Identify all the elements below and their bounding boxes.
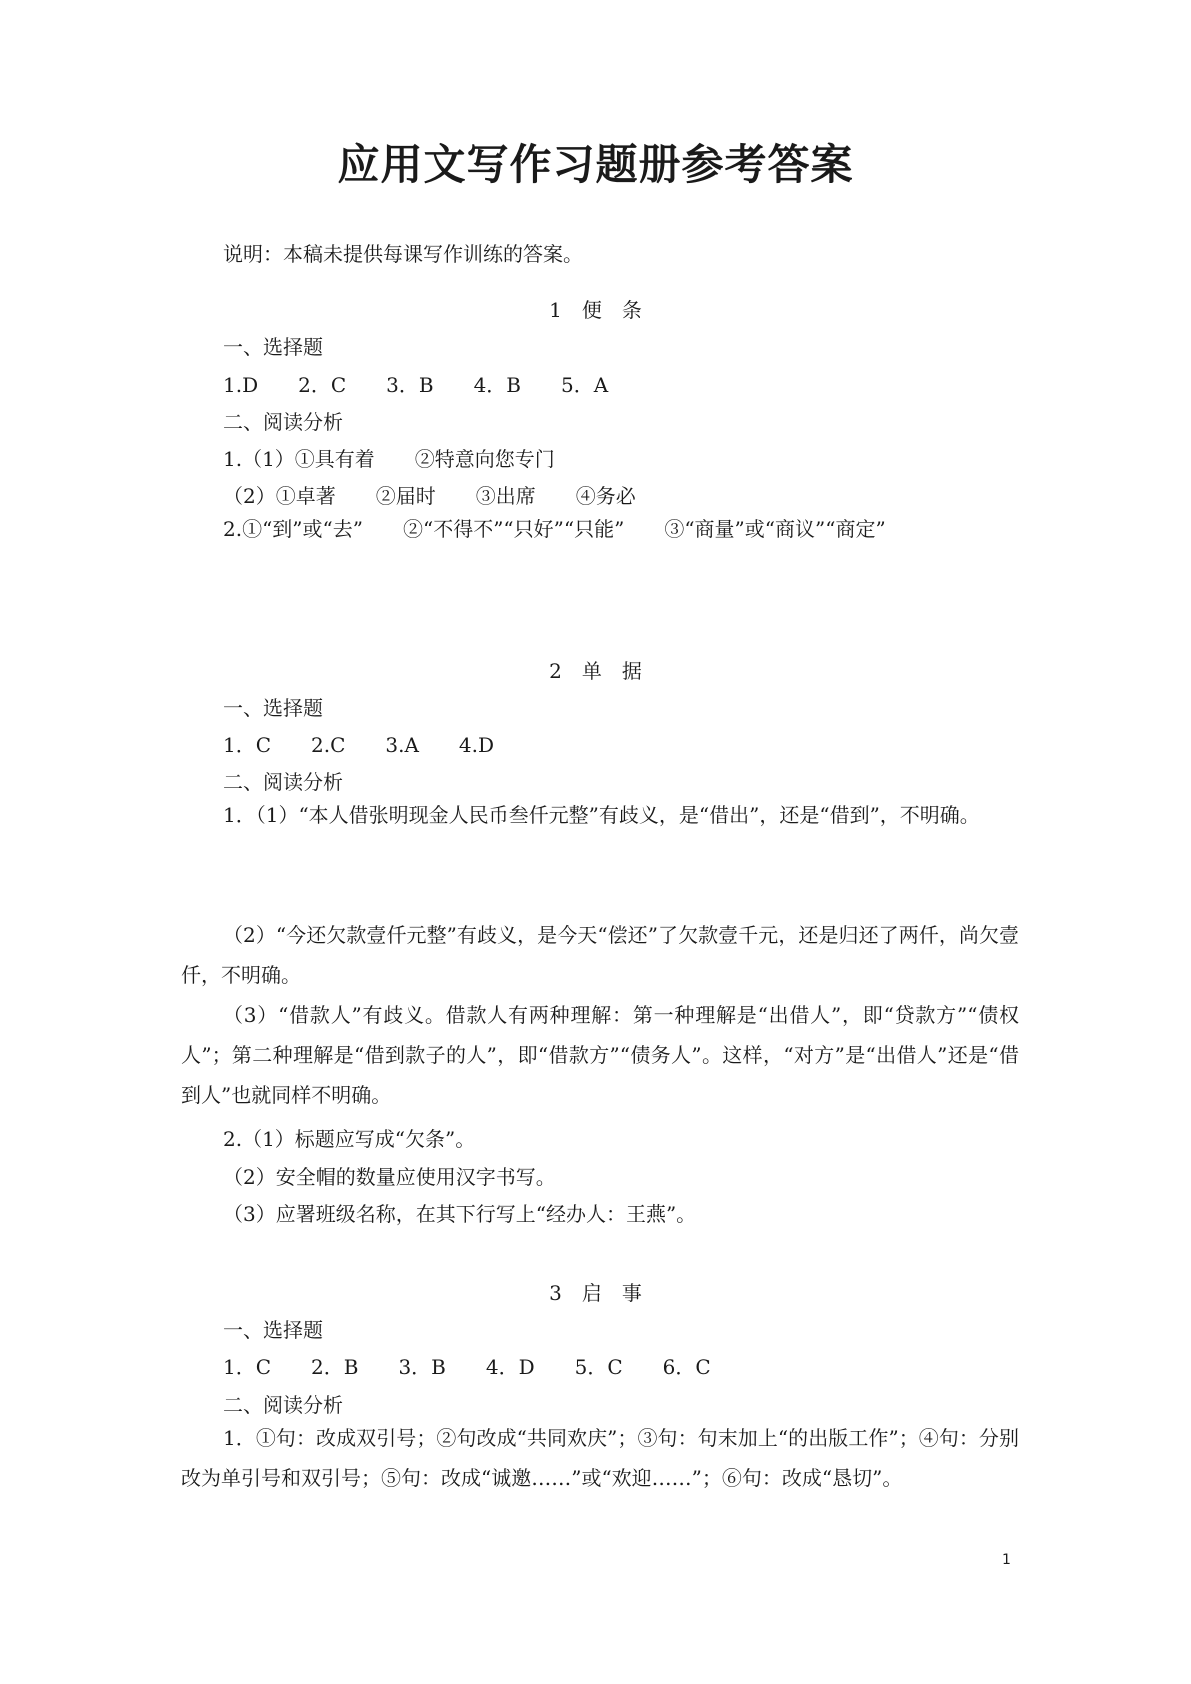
answer-paragraph: 1．（1）“本人借张明现金人民币叁仟元整”有歧义，是“借出”，还是“借到”，不明确。 bbox=[223, 803, 980, 827]
answer-line: （2）安全帽的数量应使用汉字书写。 bbox=[223, 1165, 556, 1189]
question-type-heading: 一、选择题 bbox=[223, 1318, 323, 1342]
answer-line: 1．C 2．B 3．B 4．D 5．C 6．C bbox=[223, 1355, 711, 1379]
answer-line: 1．C 2.C 3.A 4.D bbox=[223, 733, 495, 757]
section-heading: 3 启 事 bbox=[549, 1281, 642, 1305]
page-number: 1 bbox=[1002, 1552, 1011, 1568]
answer-paragraph: 1．①句：改成双引号；②句改成“共同欢庆”；③句：句末加上“的出版工作”；④句：分别改为单引号和双引号；⑤句：改成“诚邀……”或“欢迎……”；⑥句：改成“恳切”。 bbox=[181, 1426, 1019, 1490]
answer-paragraph: 2.①“到”或“去” ②“不得不”“只好”“只能” ③“商量”或“商议”“商定” bbox=[223, 517, 886, 541]
section-heading: 2 单 据 bbox=[549, 659, 642, 683]
question-type-heading: 二、阅读分析 bbox=[223, 1393, 343, 1417]
answer-paragraph: （2）“今还欠款壹仟元整”有歧义，是今天“偿还”了欠款壹千元，还是归还了两仟，尚欠壹仟，不明确。 bbox=[181, 923, 1019, 987]
answer-line: 1.（1）①具有着 ②特意向您专门 bbox=[223, 447, 555, 471]
answer-line: 1.D 2．C 3．B 4．B 5．A bbox=[223, 373, 609, 397]
question-type-heading: 二、阅读分析 bbox=[223, 410, 343, 434]
question-type-heading: 二、阅读分析 bbox=[223, 770, 343, 794]
section-heading: 1 便 条 bbox=[549, 298, 642, 322]
note: 说明：本稿未提供每课写作训练的答案。 bbox=[223, 242, 583, 266]
answer-line: （2）①卓著 ②届时 ③出席 ④务必 bbox=[223, 484, 636, 508]
answer-line: （3）应署班级名称，在其下行写上“经办人：王燕”。 bbox=[223, 1202, 697, 1226]
question-type-heading: 一、选择题 bbox=[223, 696, 323, 720]
answer-line: 2.（1）标题应写成“欠条”。 bbox=[223, 1127, 476, 1151]
answer-paragraph: （3）“借款人”有歧义。借款人有两种理解：第一种理解是“出借人”，即“贷款方”“债权人”；第二种理解是“借到款子的人”，即“借款方”“债务人”。这样，“对方”是“出借人”还是“借到人”也就同样不明确。 bbox=[181, 1003, 1019, 1107]
page-title: 应用文写作习题册参考答案 bbox=[337, 140, 854, 189]
question-type-heading: 一、选择题 bbox=[223, 335, 323, 359]
